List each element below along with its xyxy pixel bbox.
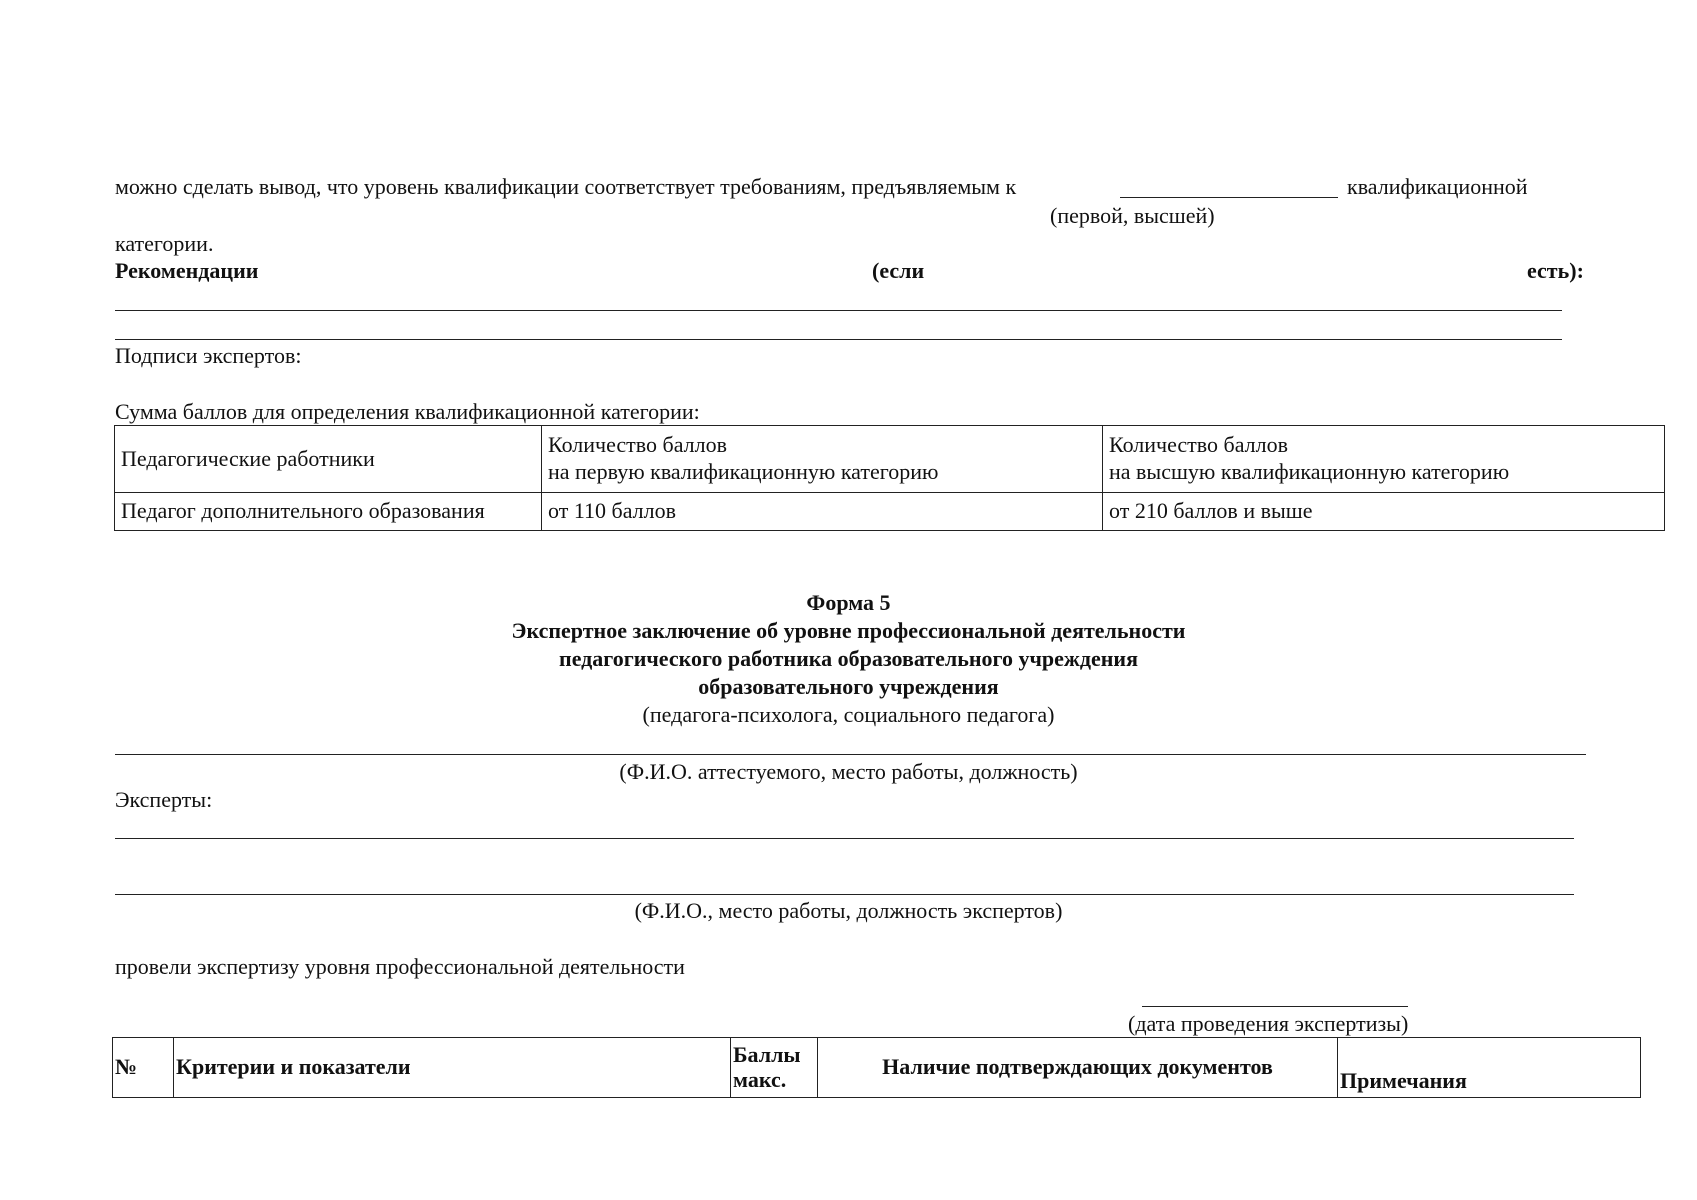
form5-heading-line-2: педагогического работника образовательного учреждения — [559, 646, 1138, 671]
experts-line-2 — [115, 894, 1574, 895]
score-table-header-first-line2: на первую квалификационную категорию — [548, 459, 939, 484]
form5-heading-line-1: Экспертное заключение об уровне профессиональной деятельности — [511, 618, 1186, 643]
score-table — [114, 425, 1665, 531]
attestee-hint: (Ф.И.О. аттестуемого, место работы, должность) — [619, 759, 1078, 784]
table-row — [115, 493, 1665, 531]
score-table-header-first — [542, 426, 1103, 493]
score-table-cell: от 210 баллов и выше — [1103, 493, 1665, 531]
date-line — [1142, 1006, 1408, 1007]
date-hint: (дата проведения экспертизы) — [1128, 1011, 1409, 1036]
category-blank-line — [1120, 197, 1338, 198]
experts-label: Эксперты: — [115, 787, 213, 812]
score-table-cell: Педагог дополнительного образования — [115, 493, 542, 531]
criteria-header-criteria: Критерии и показатели — [174, 1038, 731, 1098]
conclusion-continuation: категории. — [115, 231, 214, 256]
conclusion-tail: квалификационной — [1347, 174, 1528, 199]
criteria-header-max-points-line1: Баллы — [733, 1042, 801, 1068]
experts-line-1 — [115, 838, 1574, 839]
table-row — [113, 1038, 1641, 1098]
criteria-header-number: № — [113, 1038, 174, 1098]
recommendations-line-1 — [115, 310, 1562, 311]
score-table-header-highest-line2: на высшую квалификационную категорию — [1109, 459, 1510, 484]
attestee-line — [115, 754, 1586, 755]
score-table-cell: от 110 баллов — [542, 493, 1103, 531]
form5-title: Форма 5 — [806, 590, 891, 615]
recommendations-end: есть): — [1527, 258, 1584, 283]
criteria-table — [112, 1037, 1641, 1098]
recommendations-label: Рекомендации — [115, 258, 259, 283]
score-table-caption: Сумма баллов для определения квалификационной категории: — [115, 399, 700, 424]
score-table-header-workers: Педагогические работники — [115, 426, 542, 493]
experts-hint: (Ф.И.О., место работы, должность экспертов) — [634, 898, 1063, 923]
criteria-header-max-points-line2: макс. — [733, 1066, 787, 1092]
recommendations-line-2 — [115, 339, 1562, 340]
form5-heading-line-3: образовательного учреждения — [698, 674, 999, 699]
table-row — [115, 426, 1665, 493]
recommendations-middle: (если — [872, 258, 925, 283]
category-blank-hint: (первой, высшей) — [1050, 203, 1215, 228]
criteria-header-max-points — [731, 1038, 818, 1098]
signatures-label: Подписи экспертов: — [115, 343, 302, 368]
score-table-header-highest-line1: Количество баллов — [1109, 432, 1289, 458]
conducted-text: провели экспертизу уровня профессиональной деятельности — [115, 954, 685, 979]
form5-subheading: (педагога-психолога, социального педагога) — [642, 702, 1055, 727]
criteria-header-notes: Примечания — [1338, 1038, 1641, 1098]
score-table-header-first-line1: Количество баллов — [548, 432, 728, 458]
conclusion-text: можно сделать вывод, что уровень квалификации соответствует требованиям, предъявляемым к — [115, 174, 1017, 199]
score-table-header-highest — [1103, 426, 1665, 493]
criteria-header-documents: Наличие подтверждающих документов — [818, 1038, 1338, 1098]
